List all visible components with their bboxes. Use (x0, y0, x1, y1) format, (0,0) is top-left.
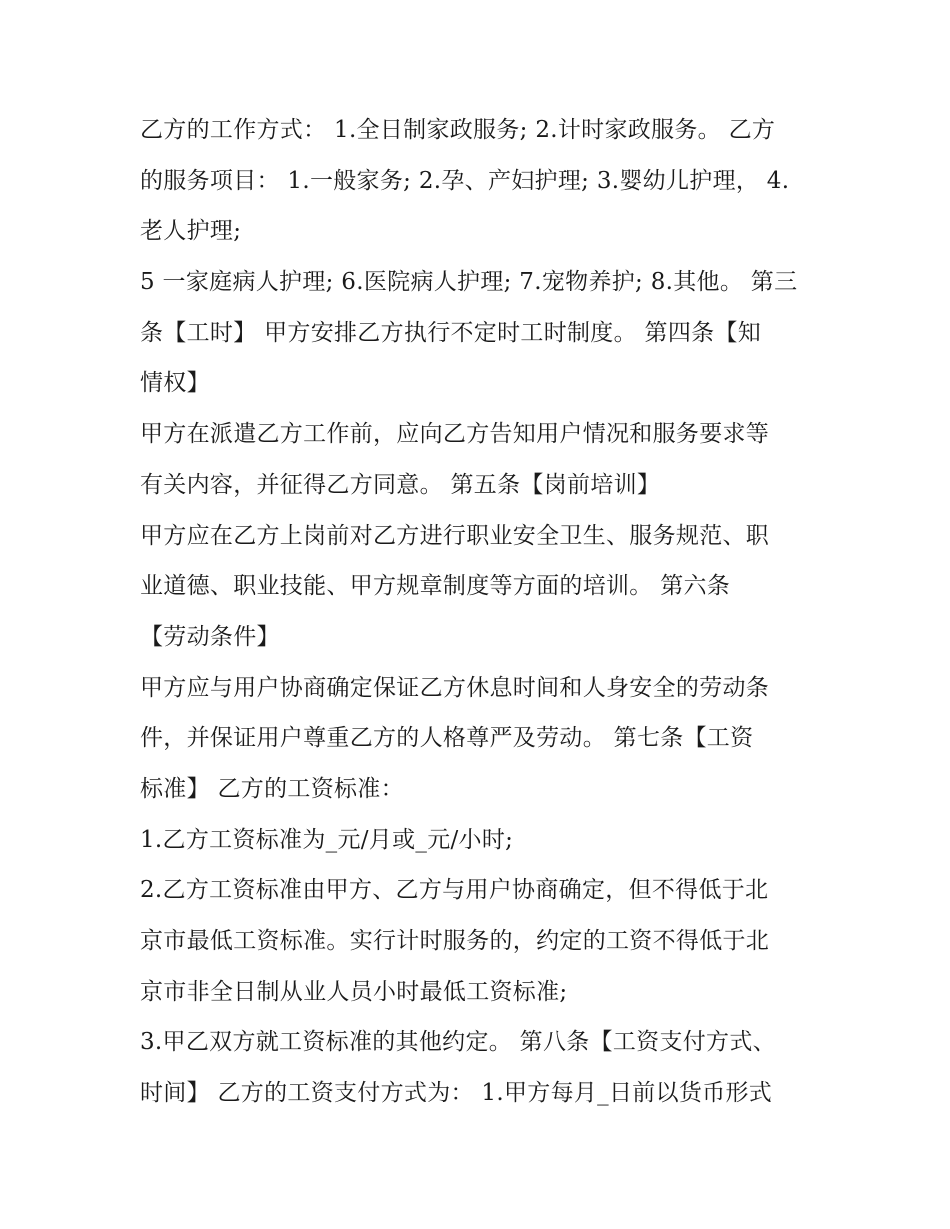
text-line: 条【工时】 甲方安排乙方执行不定时工时制度。 第四条【知 (140, 319, 762, 346)
text-line: 乙方的工作方式： 1.全日制家政服务; 2.计时家政服务。 乙方 (140, 117, 776, 143)
text-line: 时间】 乙方的工资支付方式为： 1.甲方每月_日前以货币形式 (140, 1080, 773, 1107)
text-line: 【劳动条件】 (140, 623, 280, 650)
text-line: 业道德、职业技能、甲方规章制度等方面的培训。 第六条 (140, 573, 731, 600)
text-line: 2.乙方工资标准由甲方、乙方与用户协商确定，但不得低于北 (140, 877, 769, 904)
text-line: 甲方在派遣乙方工作前，应向乙方告知用户情况和服务要求等 (140, 421, 770, 448)
text-line: 甲方应在乙方上岗前对乙方进行职业安全卫生、服务规范、职 (140, 522, 770, 549)
text-line: 老人护理; (140, 218, 242, 245)
text-line: 件，并保证用户尊重乙方的人格尊严及劳动。 第七条【工资 (140, 725, 754, 752)
text-line: 5 一家庭病人护理; 6.医院病人护理; 7.宠物养护; 8.其他。 第三 (140, 269, 798, 296)
text-line: 京市最低工资标准。实行计时服务的，约定的工资不得低于北 (140, 928, 770, 954)
text-line: 的服务项目： 1.一般家务; 2.孕、产妇护理; 3.婴幼儿护理， 4. (140, 167, 790, 194)
text-line: 1.乙方工资标准为_元/月或_元/小时; (140, 826, 514, 853)
text-line: 3.甲乙双方就工资标准的其他约定。 第八条【工资支付方式、 (140, 1029, 776, 1056)
text-line: 有关内容，并征得乙方同意。 第五条【岗前培训】 (140, 471, 661, 498)
document-body (140, 105, 820, 1119)
text-line: 京市非全日制从业人员小时最低工资标准; (140, 978, 568, 1005)
text-line: 情权】 (140, 370, 210, 397)
text-line: 标准】 乙方的工资标准： (140, 775, 404, 802)
text-line: 甲方应与用户协商确定保证乙方休息时间和人身安全的劳动条 (140, 674, 770, 701)
